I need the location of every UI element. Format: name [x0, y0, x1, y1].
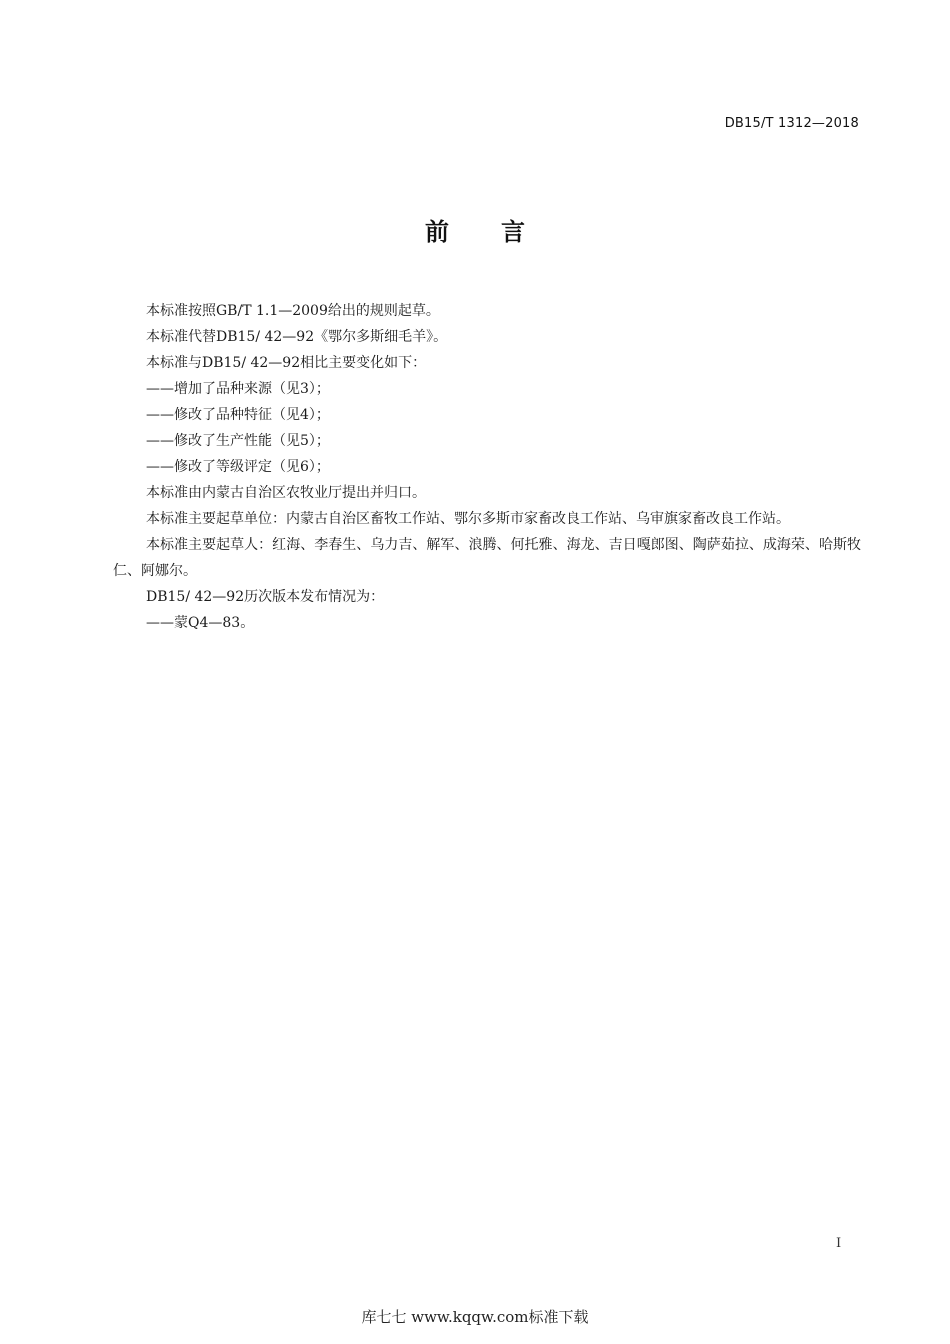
page-number: I	[836, 1236, 842, 1251]
paragraph: 本标准主要起草单位：内蒙古自治区畜牧工作站、鄂尔多斯市家畜改良工作站、乌审旗家畜改良工作站。	[146, 511, 790, 527]
page-title: 前言	[425, 218, 577, 246]
watermark-text: 库七七 www.kqqw.com标准下载	[361, 1308, 589, 1326]
list-item: ——修改了品种特征（见4）；	[146, 407, 330, 423]
foreword-body	[113, 298, 861, 636]
list-item: ——增加了品种来源（见3）；	[146, 381, 330, 397]
list-item: ——蒙Q4—83。	[146, 615, 255, 631]
list-item: ——修改了生产性能（见5）；	[146, 433, 330, 449]
list-item: ——修改了等级评定（见6）；	[146, 459, 330, 475]
paragraph: 本标准由内蒙古自治区农牧业厅提出并归口。	[146, 485, 426, 501]
paragraph: DB15/ 42—92历次版本发布情况为：	[146, 589, 385, 605]
paragraph: 本标准与DB15/ 42—92相比主要变化如下：	[146, 355, 427, 371]
paragraph: 本标准代替DB15/ 42—92《鄂尔多斯细毛羊》。	[146, 329, 448, 345]
standard-code: DB15/T 1312—2018	[724, 116, 859, 131]
paragraph: 本标准按照GB/T 1.1—2009给出的规则起草。	[146, 303, 440, 319]
paragraph: 本标准主要起草人：红海、李春生、乌力吉、解军、浪腾、何托雅、海龙、吉日嘎郎图、陶萨茹拉、成海荣、哈斯牧仁、阿娜尔。	[113, 537, 861, 579]
